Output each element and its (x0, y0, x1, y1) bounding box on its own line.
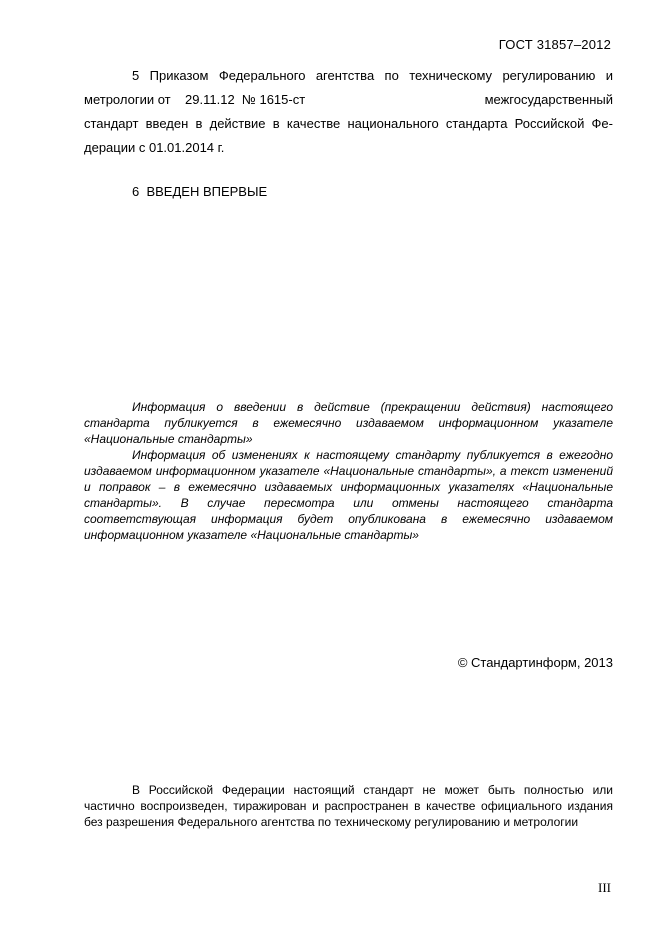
page-number: III (598, 880, 611, 895)
item-5-order-paragraph (84, 64, 613, 160)
publication-info-block (84, 399, 613, 543)
copyright-notice: © Стандартинформ, 2013 (457, 655, 613, 670)
order-date-and-number: метрологии от 29.11.12 № 1615-ст (84, 92, 306, 107)
item-5-line-2 (84, 88, 613, 112)
item-6-first-introduced: 6 ВВЕДЕН ВПЕРВЫЕ (132, 184, 268, 199)
reproduction-restriction-notice (84, 782, 613, 830)
item-5-line-1: 5 Приказом Федерального агентства по техническому регулированию и (132, 68, 613, 83)
standard-code-header: ГОСТ 31857–2012 (498, 37, 611, 52)
info-paragraph-changes: Информация об изменениях к настоящему стандарту публикуется в ежегодно издаваемом информационном указателе «Национальные стандарты», а текст изменений и поправок – в ежемесячно издаваемых информационных указателях «Национальные стандарты». В случае пересмотра или отмены настоящего стандарта соответствующая информация будет опубликована в ежемесячно издаваемом информационном указателе «Национальные стандарты» (84, 448, 613, 542)
interstate-word: межгосударственный (484, 92, 613, 107)
item-5-line-3: стандарт введен в действие в качестве национального стандарта Российской Фе- (84, 116, 613, 131)
restriction-paragraph: В Российской Федерации настоящий стандарт не может быть полностью или частично воспроизведен, тиражирован и распространен в качестве официального издания без разрешения Федерального агентства по техническому регулированию и метрологии (84, 783, 613, 829)
info-paragraph-introduction: Информация о введении в действие (прекращении действия) настоящего стандарта публикуется в ежемесячно издаваемом информационном указателе «Национальные стандарты» (84, 400, 613, 446)
item-5-line-4: дерации с 01.01.2014 г. (84, 140, 225, 155)
